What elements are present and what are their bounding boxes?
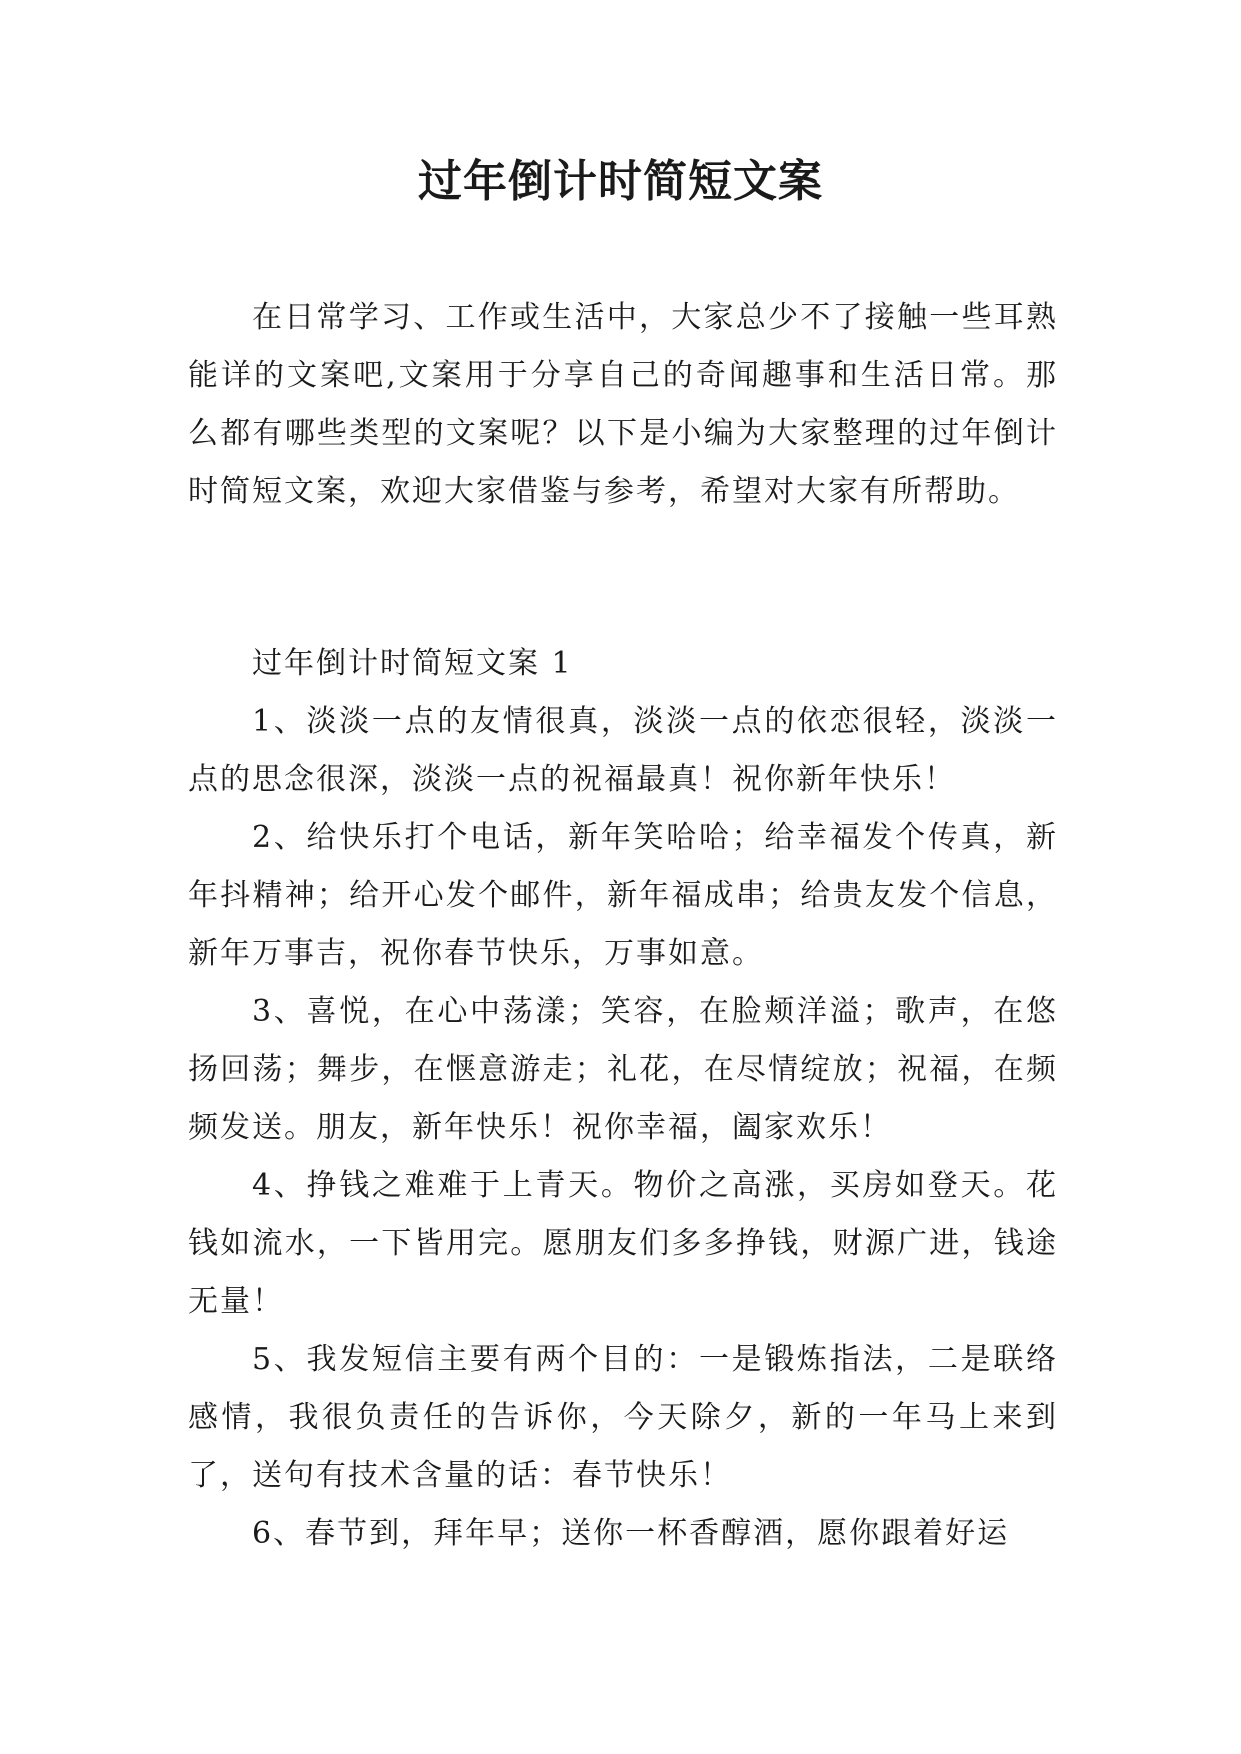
list-item: 6、春节到，拜年早；送你一杯香醇酒，愿你跟着好运	[252, 1516, 1010, 1551]
list-item: 4、挣钱之难难于上青天。物价之高涨，买房如登天。花钱如流水，一下皆用完。愿朋友们多多挣钱，财源广进，钱途无量！	[188, 1168, 1058, 1319]
item-list	[188, 693, 1058, 1563]
list-item: 3、喜悦，在心中荡漾；笑容，在脸颊洋溢；歌声，在悠扬回荡；舞步，在惬意游走；礼花，在尽情绽放；祝福，在频频发送。朋友，新年快乐！祝你幸福，阖家欢乐！	[188, 994, 1058, 1145]
list-item: 5、我发短信主要有两个目的：一是锻炼指法，二是联络感情，我很负责任的告诉你，今天除夕，新的一年马上来到了，送句有技术含量的话：春节快乐！	[188, 1342, 1058, 1493]
section-heading: 过年倒计时简短文案 1	[252, 646, 573, 681]
document-title: 过年倒计时简短文案	[418, 156, 823, 207]
list-item: 1、淡淡一点的友情很真，淡淡一点的依恋很轻，淡淡一点的思念很深，淡淡一点的祝福最真！祝你新年快乐！	[188, 704, 1058, 797]
list-item: 2、给快乐打个电话，新年笑哈哈；给幸福发个传真，新年抖精神；给开心发个邮件，新年福成串；给贵友发个信息，新年万事吉，祝你春节快乐，万事如意。	[188, 820, 1058, 971]
intro-paragraph: 在日常学习、工作或生活中，大家总少不了接触一些耳熟能详的文案吧,文案用于分享自己的奇闻趣事和生活日常。那么都有哪些类型的文案呢？以下是小编为大家整理的过年倒计时简短文案，欢迎大家借鉴与参考，希望对大家有所帮助。	[188, 300, 1058, 509]
